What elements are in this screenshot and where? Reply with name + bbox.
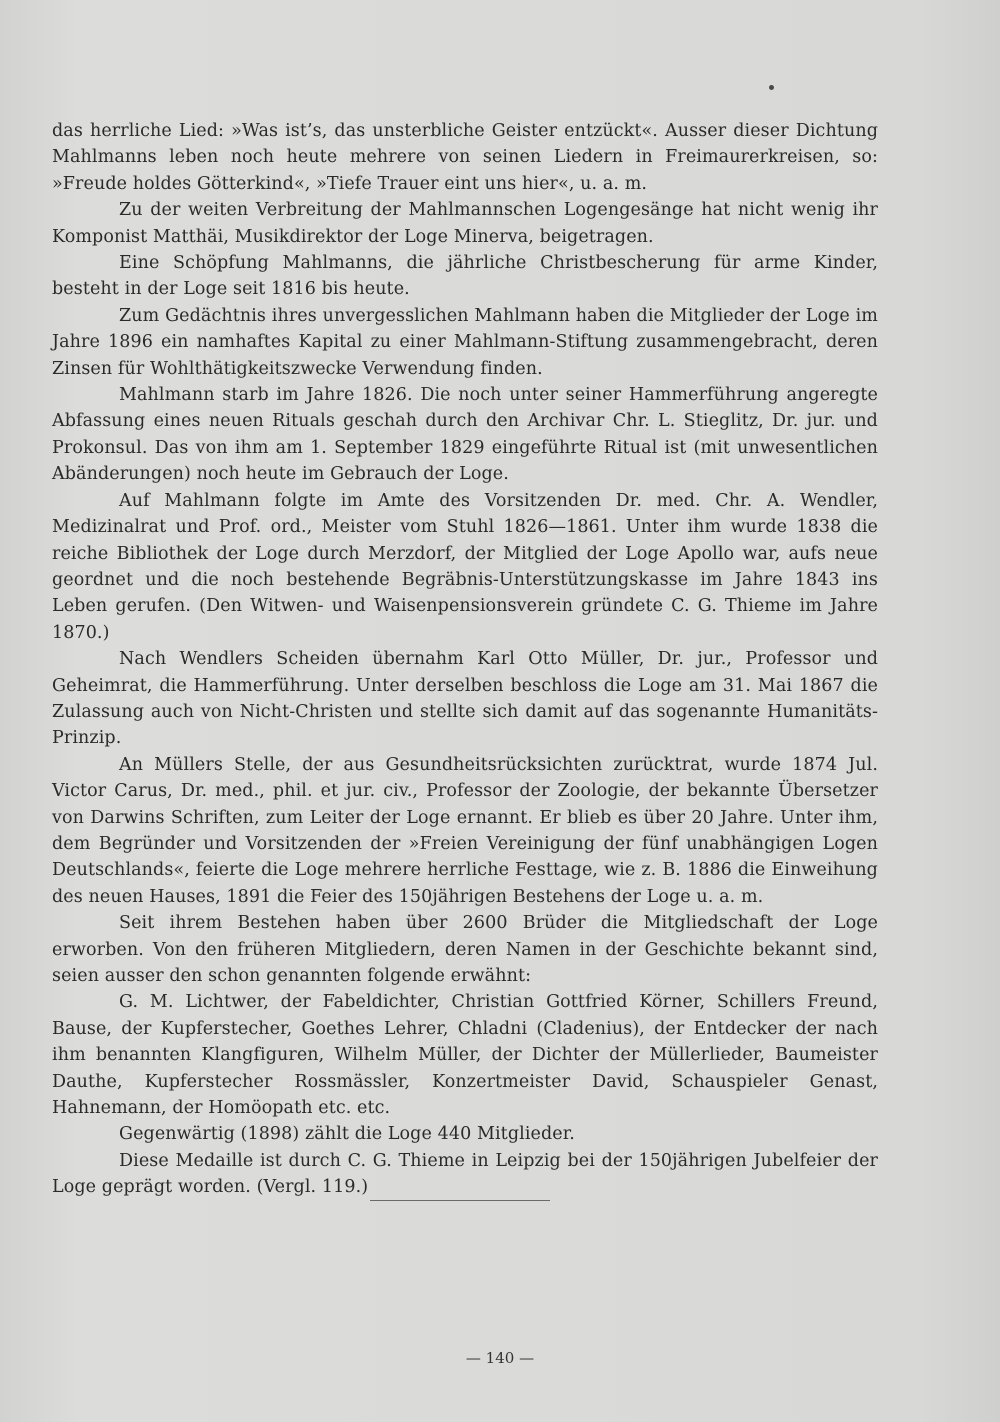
paragraph: Eine Schöpfung Mahlmanns, die jährliche Christbescherung für arme Kinder, besteht in der Loge seit 1816 bis heute. (52, 253, 878, 300)
body-text (52, 118, 878, 1201)
paragraph: Mahlmann starb im Jahre 1826. Die noch unter seiner Hammerführung angeregte Abfassung eines neuen Rituals geschah durch den Archivar Chr. L. Stieglitz, Dr. jur. und Prokonsul. Das von ihm am 1. September 1829 eingeführte Ritual ist (mit unwesentlichen Abänderungen) noch heute im Gebrauch der Loge. (52, 385, 878, 485)
paragraph: Diese Medaille ist durch C. G. Thieme in Leipzig bei der 150jährigen Jubelfeier der Loge geprägt worden. (Vergl. 119.) (52, 1150, 878, 1198)
paragraph: Zu der weiten Verbreitung der Mahlmannschen Logengesänge hat nicht wenig ihr Komponist Matthäi, Musikdirektor der Loge Minerva, beigetragen. (52, 200, 878, 247)
paragraph: Zum Gedächtnis ihres unvergesslichen Mahlmann haben die Mitglieder der Loge im Jahre 1896 ein namhaftes Kapital zu einer Mahlmann-Stiftung zusammengebracht, deren Zinsen für Wohlthätigkeitszwecke Verwendung finden. (52, 305, 878, 379)
paragraph: Gegenwärtig (1898) zählt die Loge 440 Mitglieder. (119, 1124, 575, 1145)
page-number: — 140 — (465, 1349, 535, 1367)
paragraph: G. M. Lichtwer, der Fabeldichter, Christian Gottfried Körner, Schillers Freund, Bause, der Kupferstecher, Goethes Lehrer, Chladni (Cladenius), der Entdecker der nach ihm benannten Klangfiguren, Wilhelm Müller, der Dichter der Müllerlieder, Baumeister Dauthe, Kupferstecher Rossmässler, Konzertmeister David, Schauspieler Genast, Hahnemann, der Homöopath etc. etc. (52, 992, 878, 1119)
print-speck (769, 85, 774, 90)
paragraph: Auf Mahlmann folgte im Amte des Vorsitzenden Dr. med. Chr. A. Wendler, Medizinalrat und Prof. ord., Meister vom Stuhl 1826—1861. Unter ihm wurde 1838 die reiche Bibliothek der Loge durch Merzdorf, der Mitglied der Loge Apollo war, aufs neue geordnet und die noch bestehende Begräbnis-Unterstützungskasse im Jahre 1843 ins Leben gerufen. (Den Witwen- und Waisenpensionsverein gründete C. G. Thieme im Jahre 1870.) (52, 490, 878, 643)
paragraph: Seit ihrem Bestehen haben über 2600 Brüder die Mitgliedschaft der Loge erworben. Von den früheren Mitgliedern, deren Namen in der Geschichte bekannt sind, seien ausser den schon genannten folgende erwähnt: (52, 913, 878, 986)
paragraph: An Müllers Stelle, der aus Gesundheitsrücksichten zurücktrat, wurde 1874 Jul. Victor Carus, Dr. med., phil. et jur. civ., Professor der Zoologie, der bekannte Übersetzer von Darwins Schriften, zum Leiter der Loge ernannt. Er blieb es über 20 Jahre. Unter ihm, dem Begründer und Vorsitzenden der »Freien Vereinigung der fünf unabhängigen Logen Deutschlands«, feierte die Loge mehrere herrliche Festtage, wie z. B. 1886 die Einweihung des neuen Hauses, 1891 die Feier des 150jährigen Bestehens der Loge u. a. m. (52, 754, 878, 907)
paragraph: das herrliche Lied: »Was ist’s, das unsterbliche Geister entzückt«. Ausser dieser Dichtung Mahlmanns leben noch heute mehrere von seinen Liedern in Freimaurerkreisen, so: »Freude holdes Götterkind«, »Tiefe Trauer eint uns hier«, u. a. m. (52, 121, 878, 194)
paragraph: Nach Wendlers Scheiden übernahm Karl Otto Müller, Dr. jur., Professor und Geheimrat, die Hammerführung. Unter derselben beschloss die Loge am 31. Mai 1867 die Zulassung auch von Nicht-Christen und stellte sich damit auf das sogenannte Humanitäts-Prinzip. (52, 649, 878, 749)
section-divider (370, 1200, 550, 1201)
